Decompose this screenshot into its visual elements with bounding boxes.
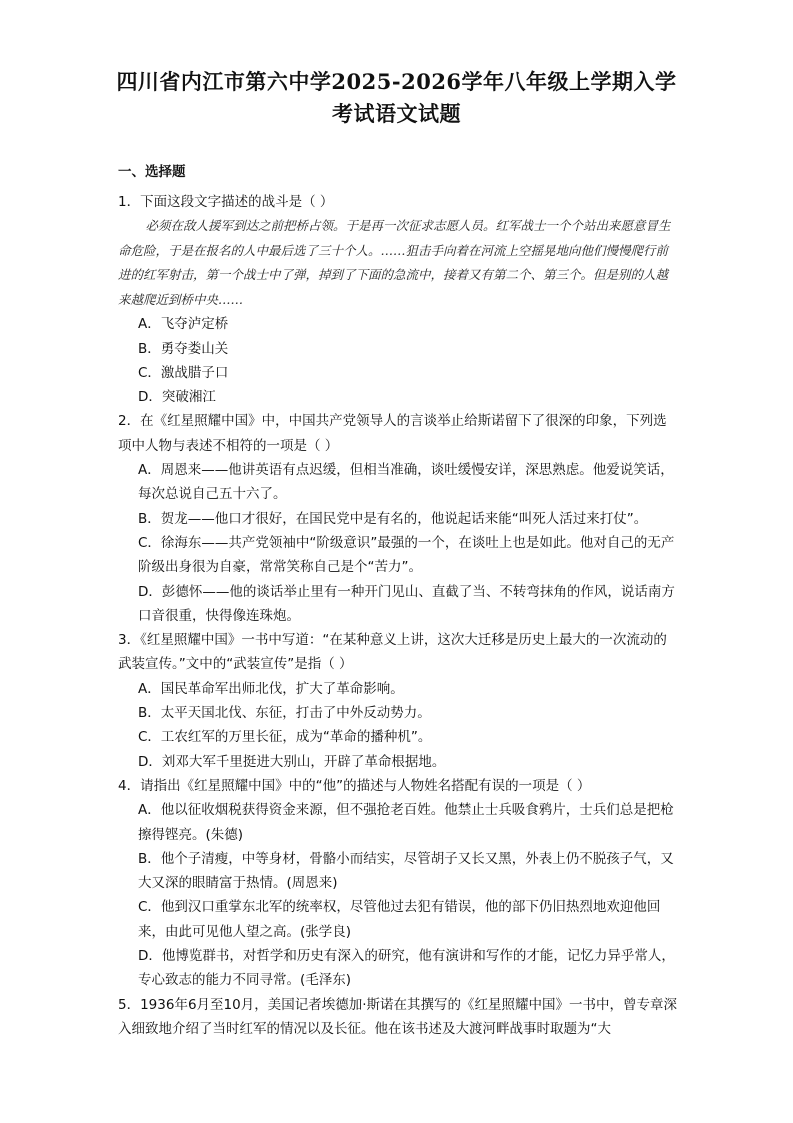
option-d: D．突破湘江 [138, 389, 216, 406]
question-3 [118, 628, 680, 774]
reading-passage: 必须在敌人援军到达之前把桥占领。于是再一次征求志愿人员。红军战士一个个站出来愿意冒生命危险，于是在报名的人中最后选了三十个人。……狙击手向着在河流上空摇晃地向他们慢慢爬行前进的红军射击，第一个战士中了弹，掉到了下面的急流中，接着又有第二个、第三个。但是别的人越来越爬近到桥中央…… [118, 218, 671, 307]
question-stem: 3．《红星照耀中国》一书中写道：“在某种意义上讲，这次大迁移是历史上最大的一次流动的武装宣传。”文中的“武装宣传”是指（ ） [118, 632, 667, 673]
question-stem: 5．1936年6月至10月，美国记者埃德加·斯诺在其撰写的《红星照耀中国》一书中，曾专章深入细致地介绍了当时红军的情况以及长征。他在该书述及大渡河畔战事时取题为“大 [118, 996, 678, 1037]
option-d: D．刘邓大军千里挺进大别山，开辟了革命根据地。 [138, 753, 446, 770]
question-1 [118, 190, 680, 409]
section-heading: 一、选择题 [118, 164, 186, 180]
option-b: B．他个子清瘦，中等身材，骨骼小而结实，尽管胡子又长又黑，外表上仍不脱孩子气，又大又深的眼睛富于热情。(周恩来) [138, 850, 674, 892]
question-4 [118, 774, 680, 993]
page-title-line-2: 考试语文试题 [332, 101, 461, 126]
question-stem: 1．下面这段文字描述的战斗是（ ） [118, 194, 334, 210]
option-b: B．太平天国北伐、东征，打击了中外反动势力。 [138, 705, 431, 722]
option-c: C．激战腊子口 [138, 364, 229, 381]
option-d: D．彭德怀——他的谈话举止里有一种开门见山、直截了当、不转弯抹角的作风，说话南方口音很重，快得像连珠炮。 [138, 583, 675, 624]
option-b: B．贺龙——他口才很好，在国民党中是有名的，他说起话来能“叫死人活过来打仗”。 [138, 510, 648, 527]
option-a: A．国民革命军出师北伐，扩大了革命影响。 [138, 680, 404, 697]
option-d: D．他博览群书，对哲学和历史有深入的研究，他有演讲和写作的才能，记忆力异乎常人，专心致志的能力不同寻常。(毛泽东) [138, 948, 675, 989]
question-5 [118, 993, 680, 1042]
page-title-line-1: 四川省内江市第六中学2025-2026学年八年级上学期入学 [116, 69, 677, 94]
option-a: A．飞夺泸定桥 [138, 316, 229, 333]
question-stem: 4．请指出《红星照耀中国》中的“他”的描述与人物姓名搭配有误的一项是（ ） [118, 777, 591, 794]
option-b: B．勇夺娄山关 [138, 340, 229, 357]
option-c: C．他到汉口重掌东北军的统率权，尽管他过去犯有错误，他的部下仍旧热烈地欢迎他回来，由此可见他人望之高。(张学良) [138, 899, 661, 940]
option-a: A．周恩来——他讲英语有点迟缓，但相当准确，谈吐缓慢安详，深思熟虑。他爱说笑话，每次总说自己五十六了。 [138, 462, 674, 503]
option-c: C．工农红军的万里长征，成为“革命的播种机”。 [138, 729, 432, 746]
option-a: A．他以征收烟税获得资金来源，但不强抢老百姓。他禁止士兵吸食鸦片，士兵们总是把枪擦得铿亮。(朱德) [138, 802, 674, 843]
question-2 [118, 409, 680, 628]
question-list [118, 190, 680, 1041]
question-stem: 2．在《红星照耀中国》中，中国共产党领导人的言谈举止给斯诺留下了很深的印象，下列选项中人物与表述不相符的一项是（ ） [118, 413, 667, 454]
option-c: C．徐海东——共产党领袖中“阶级意识”最强的一个，在谈吐上也是如此。他对自己的无产阶级出身很为自豪，常常笑称自己是个“苦力”。 [138, 534, 675, 576]
